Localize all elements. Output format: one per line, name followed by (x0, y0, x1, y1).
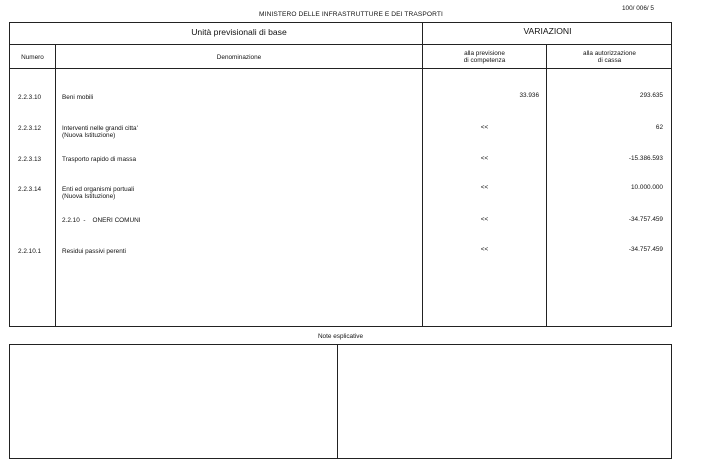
table-row-cassa: -34.757.459 (628, 246, 663, 253)
table-divider (422, 22, 423, 327)
table-row-denominazione: Enti ed organismi portuali (62, 186, 135, 193)
col-header-competenza: di competenza (463, 57, 506, 64)
table-row-competenza: << (480, 216, 489, 223)
table-divider (9, 68, 672, 69)
table-row-denominazione: Interventi nelle grandi citta' (62, 125, 138, 132)
table-row-nota: (Nuova Istituzione) (62, 193, 116, 200)
col-header-competenza: alla previsione (464, 50, 505, 57)
table-row-numero: 2.2.3.14 (18, 186, 42, 193)
table-row-cassa: 10.000.000 (631, 184, 663, 191)
table-row-numero: 2.2.3.12 (18, 125, 42, 132)
col-header-denominazione: Denominazione (216, 54, 262, 61)
table-row-denominazione: Trasporto rapido di massa (62, 156, 136, 163)
table-row-denominazione: Beni mobili (62, 94, 94, 101)
notes-box-left (9, 344, 338, 459)
table-row-competenza: << (480, 246, 489, 253)
table-row-cassa: 62 (655, 124, 663, 131)
table-row-numero: 2.2.3.13 (18, 156, 42, 163)
col-header-cassa: alla autorizzazione (583, 50, 636, 57)
table-row-competenza: << (480, 184, 489, 191)
variazioni-title: VARIAZIONI (523, 26, 572, 36)
table-row-cassa: 293.635 (639, 92, 663, 99)
table-row-cassa: -15.386.593 (628, 155, 663, 162)
col-header-numero: Numero (21, 54, 44, 61)
table-row-cassa: -34.757.459 (628, 216, 663, 223)
table-divider (55, 44, 56, 327)
table-row-competenza: 33.936 (519, 92, 539, 99)
notes-title: Note esplicative (317, 333, 364, 340)
table-row-competenza: << (480, 124, 489, 131)
table-row-numero: 2.2.10.1 (18, 248, 42, 255)
page-code: 100/ 006/ 5 (622, 5, 654, 12)
col-header-cassa: di cassa (597, 57, 622, 64)
table-row-numero: 2.2.3.10 (18, 94, 42, 101)
table-row-denominazione: Residui passivi perenti (62, 248, 126, 255)
table-divider (9, 44, 672, 45)
table-row-denominazione: 2.2.10 - ONERI COMUNI (62, 217, 141, 224)
notes-box-right (337, 344, 672, 459)
table-row-competenza: << (480, 155, 489, 162)
table-row-nota: (Nuova Istituzione) (62, 132, 116, 139)
group-title: Unità previsionali di base (191, 27, 287, 37)
ministry-title: MINISTERO DELLE INFRASTRUTTURE E DEI TRASPORTI (259, 11, 443, 18)
